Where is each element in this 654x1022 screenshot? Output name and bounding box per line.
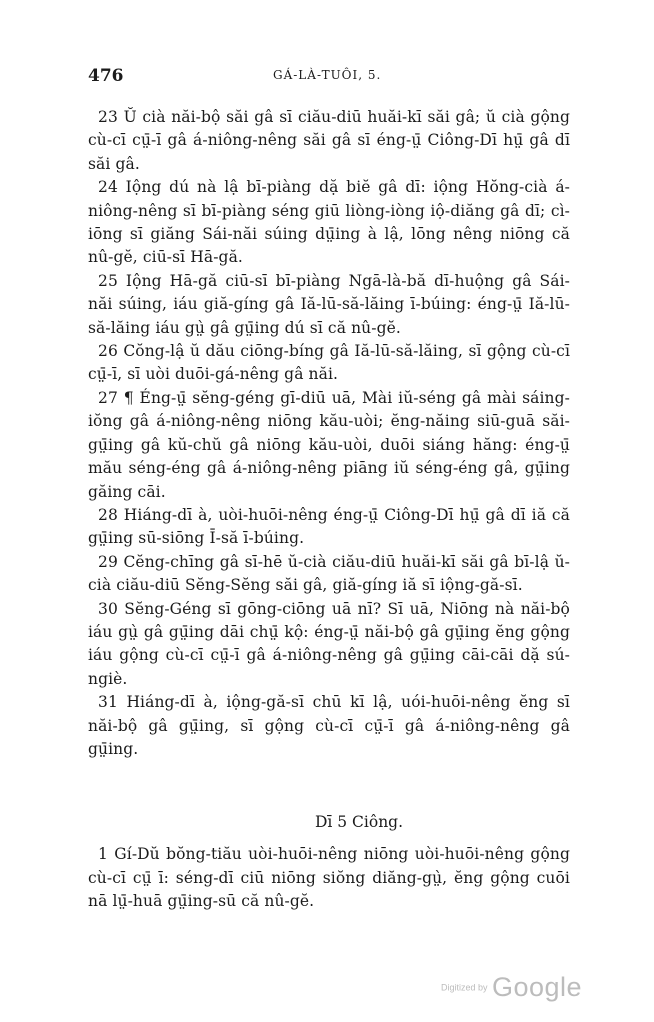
verse-31: 31 Hiáng-dī à, iộng-gă-sī chū kī lậ, uói-huōi-nêng ĕng sī năi-bộ gâ gṳ̄ing, sī gộng cù-cī cṳ̄-ī gâ á-niông-nêng gâ gṳ̄ing. [88,693,570,758]
verse-27: 27 ¶ Éng-ṳ̄ sĕng-géng gī-diū uā, Mài iŭ-séng gâ mài sáing-iŏng gâ á-niông-nêng niōng kău-uòi; ĕng-năing siū-guā săi-gṳ̄ing gâ kŭ-chŭ gâ niōng kău-uòi, duōi siáng hăng: éng-ṳ̄ mău séng-éng gâ á-niông-nêng piāng iŭ séng-éng gâ, gṳ̄ing găing cāi. [88,388,570,501]
running-head: GÁ-LÀ-TUÔI, 5. [273,68,382,82]
google-logo: Google [491,972,583,1002]
verse-26: 26 Cŏng-lậ ŭ dău ciōng-bíng gâ Iă-lū-să-lăing, sī gộng cù-cī cṳ̄-ī, sī uòi duōi-gá-nêng gâ năi. [88,342,570,384]
verse-1: 1 Gí-Dŭ bŏng-tiău uòi-huōi-nêng niōng uòi-huōi-nêng gộng cù-cī cṳ̄ ī: séng-dī ciū niōng siŏng diăng-gṳ̀, ĕng gộng cuōi nā lṳ̄-huā gṳ̄ing-sū că nû-gĕ. [88,845,570,911]
verse-24: 24 Iộng dú nà lậ bī-piàng dặ biĕ gâ dī: iộng Hŏng-cià á-niông-nêng sī bī-piàng séng giū liòng-iòng iộ-diăng gâ dī; cì-iōng sī giăng Sái-năi súing dṳ̄ing à lậ, lōng nêng niōng că nû-gĕ, ciū-sī Hā-gă. [88,178,570,267]
verse-25: 25 Iộng Hā-gă ciū-sī bī-piàng Ngā-là-bă dī-huộng gâ Sái-năi súing, iáu giă-gíng gâ Iă-lū-să-lăing ī-búing: éng-ṳ̄ Iă-lū-să-lăing iáu gṳ̀ gâ gṳ̄ing dú sī că nû-gĕ. [88,271,570,337]
verse-23: 23 Ŭ cià năi-bộ săi gâ sī ciău-diū huăi-kī săi gâ; ŭ cià gộng cù-cī cṳ̄-ī gâ á-niông-nêng săi gâ sī éng-ṳ̄ Ciông-Dī hṳ̄ gâ dī săi gâ. [88,108,570,173]
page-number: 476 [88,66,124,86]
verse-30: 30 Sĕng-Géng sī gōng-ciōng uā nī? Sī uā, Niōng nà năi-bộ iáu gṳ̀ gâ gṳ̄ing dāi chṳ̄ kộ: éng-ṳ̄ năi-bộ gâ gṳ̄ing ĕng gộng iáu gộng cù-cī cṳ̄-ī gâ á-niông-nêng gâ gṳ̄ing cāi-cāi dặ sú-ngiè. [88,599,570,688]
chapter-heading: Dī 5 Ciông. [314,813,404,832]
book-page [88,66,570,914]
digitized-by-label: Digitized by [441,982,488,993]
verse-28: 28 Hiáng-dī à, uòi-huōi-nêng éng-ṳ̄ Ciông-Dī hṳ̄ gâ dī iă că gṳ̄ing sū-siōng Ī-să ī-búing. [88,505,570,548]
page-header [88,66,570,94]
verse-29: 29 Cĕng-chīng gâ sī-hē ŭ-cià ciău-diū huăi-kī săi gâ bī-lậ ŭ-cià ciău-diū Sĕng-Sĕng săi gâ, giă-gíng iă sī iộng-gă-sī. [88,552,570,595]
digitized-watermark [441,972,582,1003]
verses-chapter-5 [88,843,570,913]
verses-chapter-4 [88,106,570,761]
